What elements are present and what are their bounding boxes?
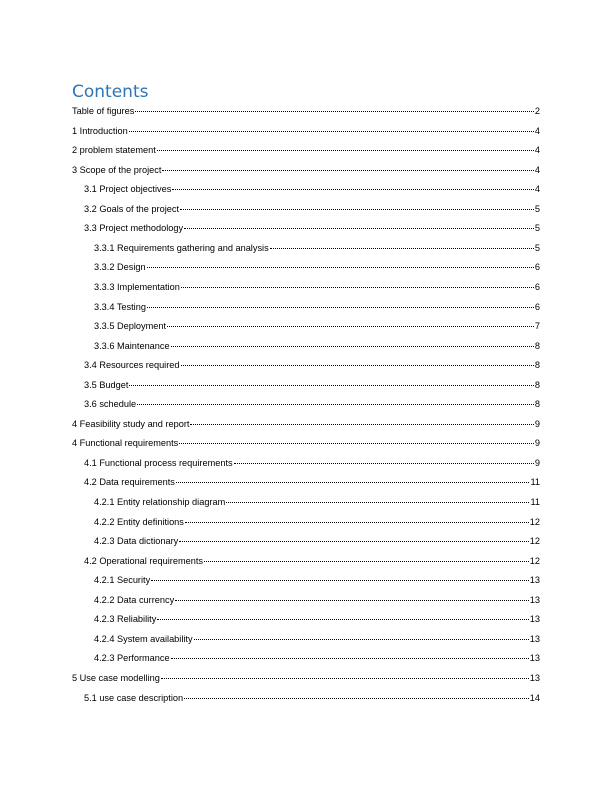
toc-entry[interactable] <box>72 163 540 177</box>
toc-entry[interactable] <box>72 417 540 431</box>
dot-leader <box>180 208 534 210</box>
dot-leader <box>137 403 534 405</box>
toc-entry[interactable] <box>94 593 540 607</box>
toc-entry[interactable] <box>94 515 540 529</box>
dot-leader <box>167 325 534 327</box>
toc-entry-page-number: 7 <box>534 321 540 332</box>
toc-entry[interactable] <box>94 300 540 314</box>
dot-leader <box>161 677 529 679</box>
dot-leader <box>184 697 529 699</box>
toc-entry-page-number: 11 <box>530 497 540 507</box>
toc-entry[interactable] <box>72 436 540 450</box>
toc-entry-title: 3.3.1 Requirements gathering and analysis <box>94 242 269 253</box>
toc-entry[interactable] <box>84 475 540 489</box>
toc-entry-page-number: 13 <box>529 594 540 605</box>
toc-entry[interactable] <box>94 241 540 255</box>
toc-entry-title: 5 Use case modelling <box>72 672 160 683</box>
toc-entry[interactable] <box>84 691 540 705</box>
toc-entry-page-number: 13 <box>529 575 540 586</box>
toc-entry-title: 5.1 use case description <box>84 692 184 703</box>
toc-entry-page-number: 12 <box>529 516 540 527</box>
dot-leader <box>184 227 534 229</box>
toc-entry-page-number: 11 <box>530 477 540 488</box>
toc-entry-title: 4 Feasibility study and report <box>72 418 190 429</box>
dot-leader <box>171 345 534 347</box>
toc-entry[interactable] <box>84 397 540 411</box>
toc-entry-page-number: 13 <box>529 672 540 683</box>
toc-entry-page-number: 5 <box>534 203 540 214</box>
toc-entry-page-number: 9 <box>534 438 540 449</box>
dot-leader <box>172 188 534 190</box>
dot-leader <box>157 618 528 620</box>
dot-leader <box>181 286 534 288</box>
toc-entry-page-number: 8 <box>534 379 540 390</box>
dot-leader <box>151 579 529 581</box>
toc-entry-title: 3.3.5 Deployment <box>94 321 167 332</box>
toc-entry[interactable] <box>72 104 540 118</box>
toc-entry-title: 1 Introduction <box>72 125 128 136</box>
dot-leader <box>175 599 529 601</box>
toc-entry-page-number: 6 <box>534 281 540 292</box>
dot-leader <box>162 169 533 171</box>
dot-leader <box>179 540 528 542</box>
toc-entry-title: 3.5 Budget <box>84 379 129 390</box>
toc-entry-page-number: 8 <box>534 360 540 371</box>
toc-entry[interactable] <box>94 260 540 274</box>
toc-entry[interactable] <box>84 182 540 196</box>
toc-entry[interactable] <box>84 358 540 372</box>
dot-leader <box>270 247 534 249</box>
toc-entry[interactable] <box>72 124 540 138</box>
dot-leader <box>185 521 529 523</box>
toc-entry-page-number: 13 <box>529 653 540 664</box>
toc-entry-page-number: 9 <box>534 457 540 468</box>
toc-entry-page-number: 5 <box>534 223 540 234</box>
toc-entry-page-number: 4 <box>534 145 540 156</box>
dot-leader <box>135 110 534 112</box>
toc-entry-title: 4 Functional requirements <box>72 438 179 449</box>
dot-leader <box>234 462 534 464</box>
toc-entry-title: 4.2.1 Security <box>94 575 151 586</box>
toc-entry-page-number: 8 <box>534 340 540 351</box>
toc-entry[interactable] <box>94 534 540 548</box>
toc-entry-title: 2 problem statement <box>72 145 156 156</box>
toc-entry-title: 3 Scope of the project <box>72 164 162 175</box>
toc-entry[interactable] <box>94 495 540 509</box>
toc-entry-page-number: 9 <box>534 418 540 429</box>
toc-entry[interactable] <box>94 651 540 665</box>
toc-entry-title: 3.3.6 Maintenance <box>94 340 170 351</box>
toc-entry-title: 4.2.2 Data currency <box>94 594 175 605</box>
toc-entry-title: 3.3 Project methodology <box>84 223 184 234</box>
toc-entry[interactable] <box>94 612 540 626</box>
toc-entry[interactable] <box>84 221 540 235</box>
toc-entry[interactable] <box>94 319 540 333</box>
dot-leader <box>181 364 534 366</box>
toc-entry[interactable] <box>84 378 540 392</box>
toc-entry[interactable] <box>72 671 540 685</box>
toc-entry-title: 3.3.3 Implementation <box>94 281 180 292</box>
toc-entry-title: 4.2.2 Entity definitions <box>94 516 184 527</box>
dot-leader <box>176 481 530 483</box>
toc-entry-page-number: 14 <box>529 692 540 703</box>
toc-entry[interactable] <box>94 632 540 646</box>
dot-leader <box>129 130 534 132</box>
toc-entry-page-number: 5 <box>534 242 540 253</box>
toc-entry-title: 3.2 Goals of the project <box>84 203 179 214</box>
dot-leader <box>179 442 534 444</box>
toc-entry[interactable] <box>94 339 540 353</box>
toc-entry-title: 3.1 Project objectives <box>84 184 172 195</box>
dot-leader <box>194 638 529 640</box>
toc-entry-page-number: 6 <box>534 262 540 273</box>
toc-entry[interactable] <box>84 554 540 568</box>
toc-entry-title: 4.2.3 Reliability <box>94 614 157 625</box>
toc-entry-page-number: 4 <box>534 184 540 195</box>
dot-leader <box>204 560 529 562</box>
toc-entry-title: Table of figures <box>72 106 135 116</box>
toc-entry-title: 4.1 Functional process requirements <box>84 457 233 468</box>
toc-entry-page-number: 13 <box>529 633 540 644</box>
dot-leader <box>226 501 529 503</box>
dot-leader <box>147 266 534 268</box>
dot-leader <box>171 657 529 659</box>
toc-entry-page-number: 12 <box>529 536 540 547</box>
toc-entry-title: 4.2.4 System availability <box>94 633 193 644</box>
toc-entry[interactable] <box>94 280 540 294</box>
toc-entry-page-number: 8 <box>534 399 540 410</box>
toc-entry-title: 4.2.3 Performance <box>94 653 170 664</box>
dot-leader <box>157 149 534 151</box>
toc-entry-page-number: 4 <box>534 125 540 136</box>
toc-entry-title: 3.3.4 Testing <box>94 301 146 312</box>
toc-entry-title: 3.4 Resources required <box>84 360 180 371</box>
toc-entry-title: 3.3.2 Design <box>94 262 146 273</box>
dot-leader <box>129 384 533 386</box>
toc-entry-page-number: 2 <box>534 106 540 116</box>
toc-entry[interactable] <box>84 202 540 216</box>
toc-entry-title: 4.2.3 Data dictionary <box>94 536 179 547</box>
toc-entry-title: 4.2.1 Entity relationship diagram <box>94 497 226 507</box>
toc-entry-page-number: 12 <box>529 555 540 566</box>
toc-entry[interactable] <box>72 143 540 157</box>
toc-entry-title: 4.2 Operational requirements <box>84 555 203 566</box>
toc-entry-page-number: 4 <box>534 164 540 175</box>
toc-entry[interactable] <box>84 456 540 470</box>
toc-entry-title: 3.6 schedule <box>84 399 137 410</box>
page-title: Contents <box>72 82 149 102</box>
toc-entry-page-number: 13 <box>529 614 540 625</box>
dot-leader <box>190 423 533 425</box>
toc-entry-page-number: 6 <box>534 301 540 312</box>
toc-entry[interactable] <box>94 573 540 587</box>
toc-entry-title: 4.2 Data requirements <box>84 477 175 488</box>
dot-leader <box>147 306 534 308</box>
